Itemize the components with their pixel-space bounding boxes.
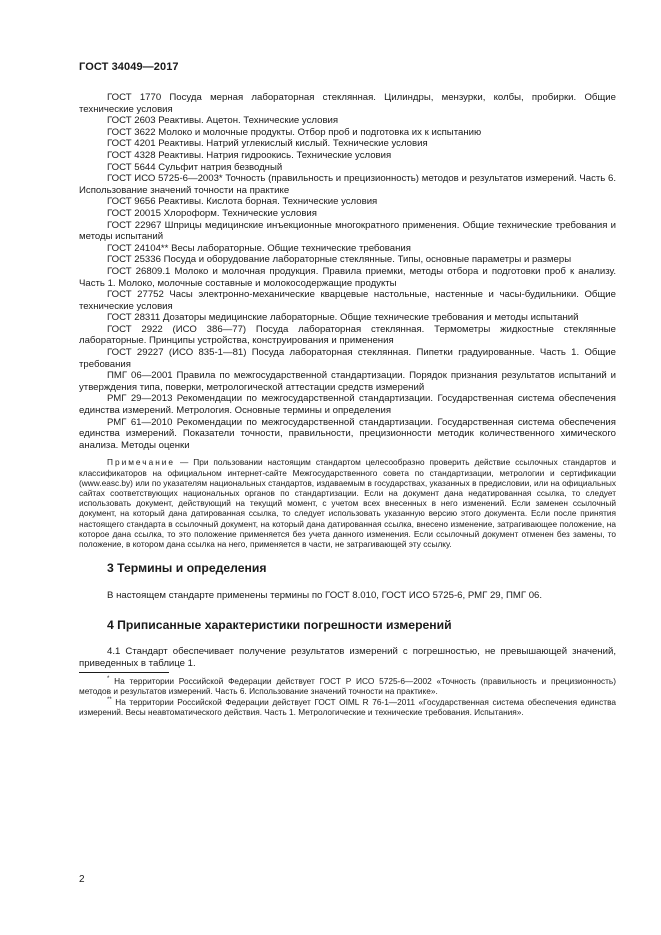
reference-item: ГОСТ 9656 Реактивы. Кислота борная. Технические условия — [107, 196, 378, 208]
reference-item: ГОСТ 4328 Реактивы. Натрия гидроокись. Технические условия — [107, 149, 392, 161]
footnote-1-text: На территории Российской Федерации действует ГОСТ Р ИСО 5725-6—2002 «Точность (правильность и прецизионность) методов и результатов измерений. Часть 6. Использование значений точности на практике». — [79, 676, 616, 697]
note-label: Примечание — [107, 457, 176, 468]
reference-item: ГОСТ 20015 Хлороформ. Технические условия — [107, 207, 317, 219]
reference-item: ГОСТ 4201 Реактивы. Натрий углекислый кислый. Технические условия — [107, 138, 428, 150]
reference-item: ПМГ 06—2001 Правила по межгосударственной стандартизации. Порядок признания результатов испытаний и утверждения типа, поверки, метрологической аттестации средств измерений — [79, 370, 616, 393]
document-header: ГОСТ 34049—2017 — [79, 61, 179, 73]
section-4-heading: 4 Приписанные характеристики погрешности измерений — [107, 618, 452, 633]
reference-item: ГОСТ 28311 Дозаторы медицинские лабораторные. Общие технические требования и методы испытаний — [107, 312, 579, 324]
note-text: — При пользовании настоящим стандартом целесообразно проверить действие ссылочных стандартов и классификаторов на официальном интернет-сайте Межгосударственного совета по стандартизации, метрологии и сертификации (www.easc.by) или по указателям национальных стандартов, издаваемым в государствах, указанных в предисловии, или на официальных сайтах соответствующих национальных органов по стандартизации. Если на документ дана недатированная ссылка, то следует использовать документ, действующий на текущий момент, с учетом всех внесенных в него изменений. Если заменен ссылочный документ, на который дана датированная ссылка, то следует использовать указанную версию этого документа. Если после принятия настоящего стандарта в ссылочный документ, на который дана датированная ссылка, внесено изменение, затрагивающее положение, на которое дана ссылка, то это положение применяется без учета данного изменения. Если ссылочный документ отменен без замены, то положение, в котором дана ссылка на него, применяется в части, не затрагивающей эту ссылку. — [79, 457, 616, 550]
reference-item: ГОСТ 26809.1 Молоко и молочная продукция. Правила приемки, методы отбора и подготовки проб к анализу. Часть 1. Молоко, молочные составные и молокосодержащие продукты — [79, 265, 616, 289]
reference-item: ГОСТ 22967 Шприцы медицинские инъекционные многократного применения. Общие технические требования и методы испытаний — [79, 219, 616, 243]
footnote-2 — [79, 697, 616, 717]
section-3-heading: 3 Термины и определения — [107, 561, 267, 576]
references-note — [79, 457, 616, 549]
footnote-divider — [79, 672, 169, 673]
section-3-text: В настоящем стандарте применены термины по ГОСТ 8.010, ГОСТ ИСО 5725-6, РМГ 29, ПМГ 06. — [107, 589, 543, 601]
reference-item: РМГ 29—2013 Рекомендации по межгосударственной стандартизации. Государственная система обеспечения единства измерений. Метрология. Основные термины и определения — [79, 393, 616, 417]
footnote-2-text: На территории Российской Федерации действует ГОСТ OIML R 76-1—2011 «Государственная система обеспечения единства измерений. Весы неавтоматического действия. Часть 1. Метрологические и технические требования. Испытания». — [79, 696, 616, 717]
reference-item: ГОСТ 1770 Посуда мерная лабораторная стеклянная. Цилиндры, мензурки, колбы, пробирки. Общие технические условия — [79, 92, 616, 115]
reference-item: ГОСТ 29227 (ИСО 835-1—81) Посуда лабораторная стеклянная. Пипетки градуированные. Часть 1. Общие требования — [79, 347, 616, 370]
page-number: 2 — [79, 874, 85, 885]
reference-item: ГОСТ ИСО 5725-6—2003* Точность (правильность и прецизионность) методов и результатов измерений. Часть 6. Использование значений точности на практике — [79, 173, 616, 196]
reference-item: РМГ 61—2010 Рекомендации по межгосударственной стандартизации. Государственная система обеспечения единства измерений. Показатели точности, правильности, прецизионности методик количественного химического анализа. Методы оценки — [79, 416, 616, 451]
reference-item: ГОСТ 2603 Реактивы. Ацетон. Технические условия — [107, 115, 339, 127]
reference-item: ГОСТ 24104** Весы лабораторные. Общие технические требования — [107, 242, 411, 254]
reference-item: ГОСТ 2922 (ИСО 386—77) Посуда лабораторная стеклянная. Термометры жидкостные стеклянные лабораторные. Принципы устройства, конструирования и применения — [79, 323, 616, 347]
reference-item: ГОСТ 27752 Часы электронно-механические кварцевые настольные, настенные и часы-будильники. Общие технические условия — [79, 289, 616, 312]
reference-item: ГОСТ 25336 Посуда и оборудование лабораторные стеклянные. Типы, основные параметры и размеры — [107, 254, 572, 266]
section-4-paragraph: 4.1 Стандарт обеспечивает получение результатов измерений с погрешностью, не превышающей значений, приведенных в таблице 1. — [79, 646, 616, 669]
footnote-1 — [79, 676, 616, 696]
page-body — [79, 92, 616, 717]
footnote-2-mark: ** — [107, 696, 112, 703]
normative-references-list — [79, 92, 616, 451]
footnote-1-mark: * — [107, 676, 110, 683]
reference-item: ГОСТ 3622 Молоко и молочные продукты. Отбор проб и подготовка их к испытанию — [107, 126, 482, 138]
reference-item: ГОСТ 5644 Сульфит натрия безводный — [107, 161, 283, 173]
